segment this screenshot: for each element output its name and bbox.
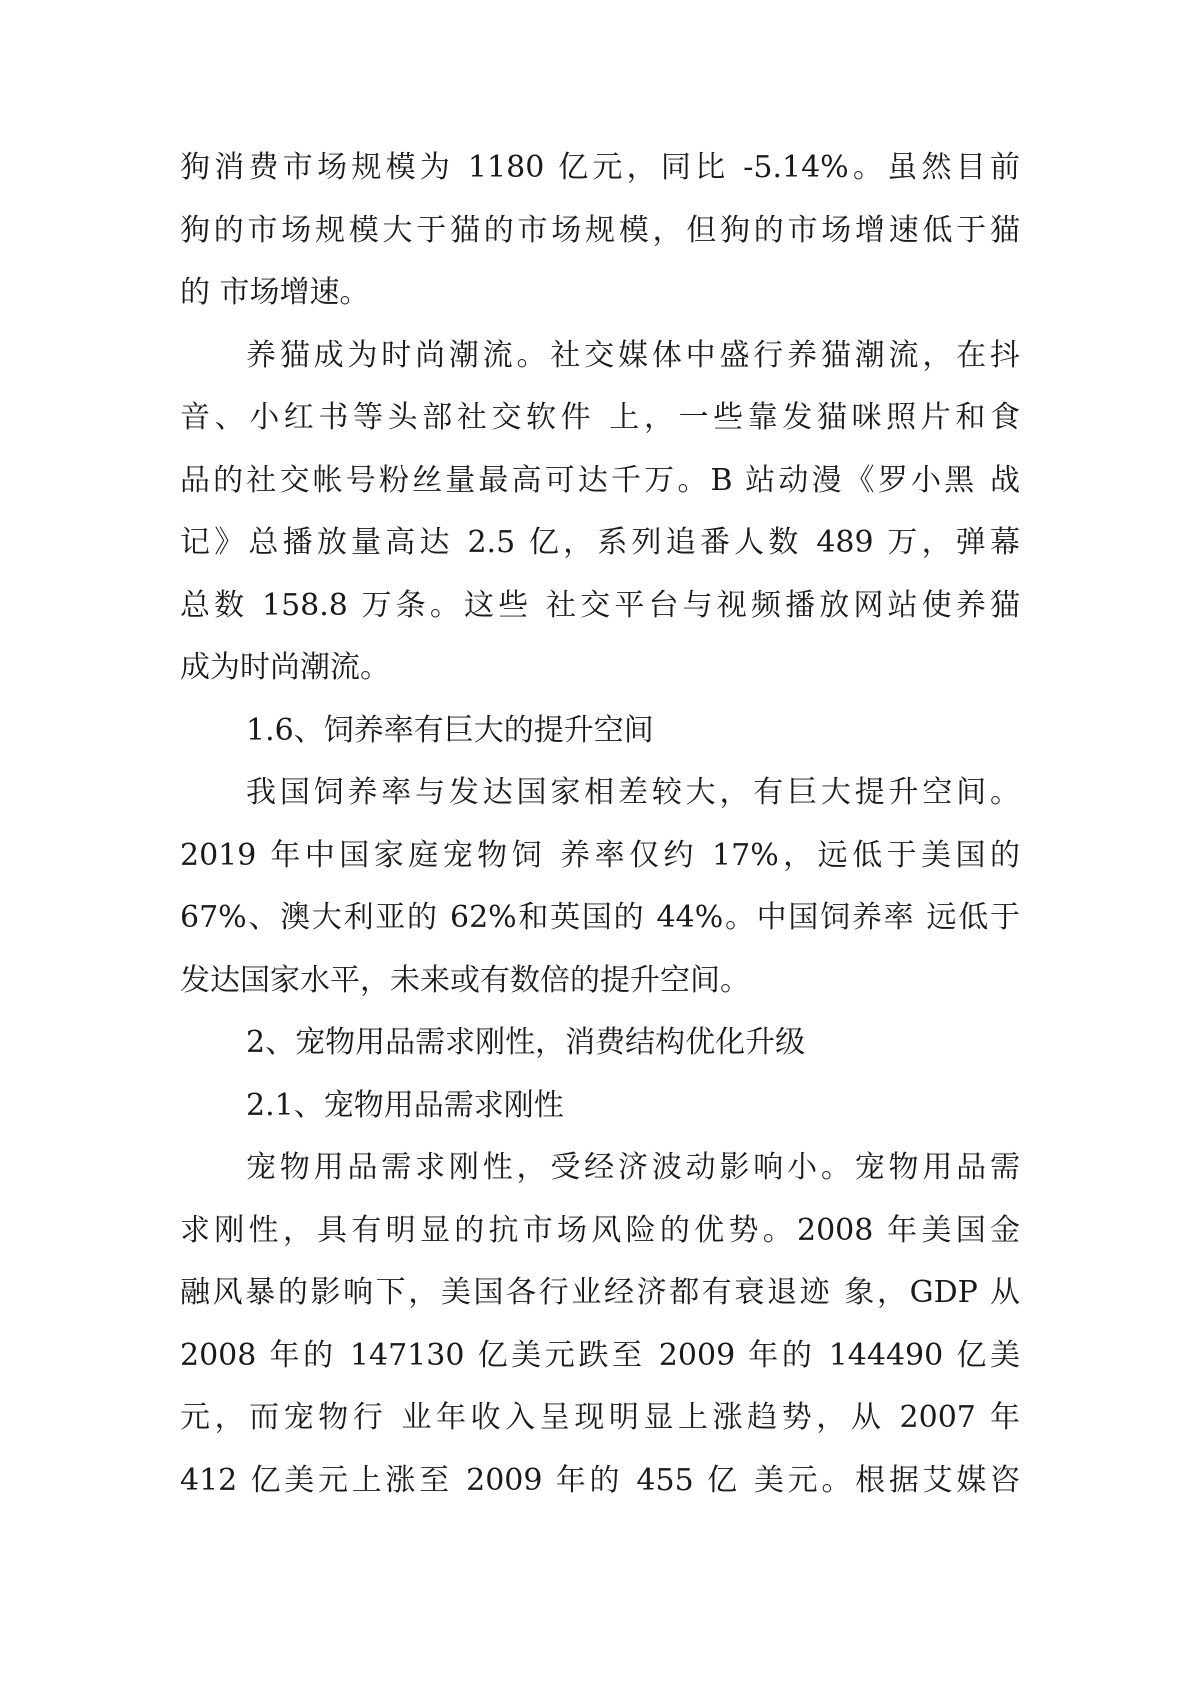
- text-line: 2019 年中国家庭宠物饲 养率仅约 17%，远低于美国的: [180, 837, 1020, 873]
- text-line: 融风暴的影响下，美国各行业经济都有衰退迹 象，GDP 从: [180, 1275, 1020, 1310]
- body-text: [180, 137, 1020, 1512]
- text-line: 成为时尚潮流。: [180, 650, 390, 685]
- text-line: 2008 年的 147130 亿美元跌至 2009 年的 144490 亿美: [180, 1337, 1020, 1373]
- subsection-heading: 2.1、宠物用品需求刚性: [246, 1087, 564, 1123]
- text-line: 音、小红书等头部社交软件 上，一些靠发猫咪照片和食: [180, 400, 1020, 435]
- text-line: 的 市场增速。: [180, 275, 370, 310]
- paragraph-first-line: 宠物用品需求刚性，受经济波动影响小。宠物用品需: [246, 1150, 1020, 1185]
- text-line: 狗消费市场规模为 1180 亿元，同比 -5.14%。虽然目前: [180, 150, 1020, 185]
- text-line: 发达国家水平，未来或有数倍的提升空间。: [180, 962, 750, 998]
- paragraph-first-line: 养猫成为时尚潮流。社交媒体中盛行养猫潮流，在抖: [246, 337, 1020, 373]
- text-line: 记》总播放量高达 2.5 亿，系列追番人数 489 万，弹幕: [180, 525, 1020, 560]
- text-line: 总数 158.8 万条。这些 社交平台与视频播放网站使养猫: [180, 587, 1020, 623]
- text-line: 412 亿美元上涨至 2009 年的 455 亿 美元。根据艾媒咨: [180, 1462, 1020, 1498]
- text-line: 求刚性，具有明显的抗市场风险的优势。2008 年美国金: [180, 1212, 1020, 1248]
- text-line: 元，而宠物行 业年收入呈现明显上涨趋势，从 2007 年: [180, 1400, 1020, 1435]
- section-heading: 1.6、饲养率有巨大的提升空间: [246, 712, 654, 748]
- text-line: 狗的市场规模大于猫的市场规模，但狗的市场增速低于猫: [180, 212, 1020, 248]
- text-line: 品的社交帐号粉丝量最高可达千万。B 站动漫《罗小黑 战: [180, 462, 1020, 498]
- text-line: 67%、澳大利亚的 62%和英国的 44%。中国饲养率 远低于: [180, 900, 1020, 935]
- section-heading: 2、宠物用品需求刚性，消费结构优化升级: [246, 1025, 806, 1060]
- paragraph-first-line: 我国饲养率与发达国家相差较大，有巨大提升空间。: [246, 775, 1020, 810]
